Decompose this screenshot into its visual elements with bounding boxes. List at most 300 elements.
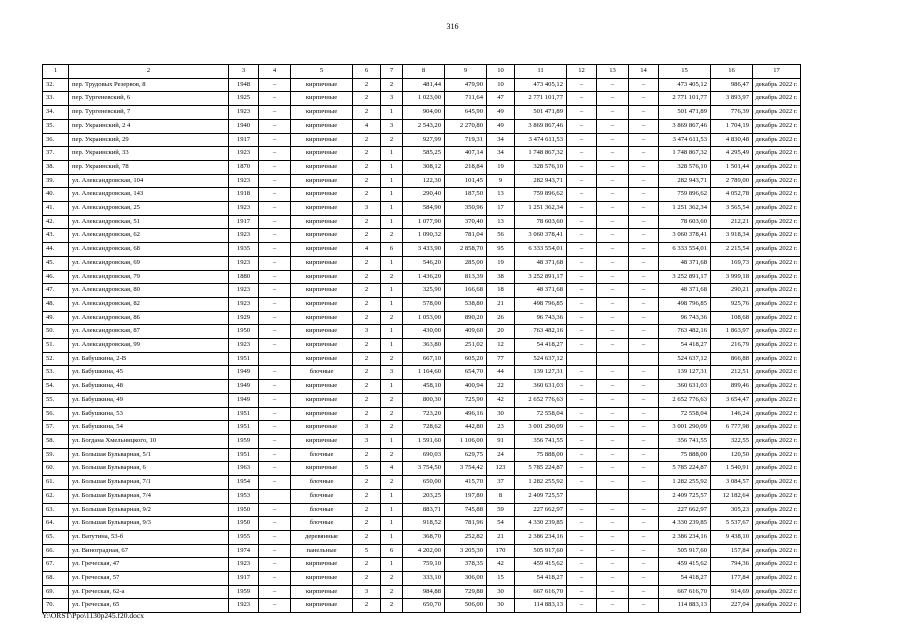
table-cell: 56 <box>487 229 515 243</box>
table-cell: 1917 <box>229 133 259 147</box>
table-cell: пер. Трудовых Резервов, 8 <box>69 78 229 92</box>
table-cell: 114 883,13 <box>659 599 711 613</box>
table-cell: пер. Украинский, 33 <box>69 147 229 161</box>
header-cell: 3 <box>229 65 259 79</box>
table-cell: кирпичные <box>291 270 353 284</box>
table-cell: 13 <box>487 215 515 229</box>
table-cell: 5 785 224,87 <box>659 462 711 476</box>
table-cell: 20 <box>487 325 515 339</box>
table-cell: 3 869 867,46 <box>515 119 567 133</box>
table-cell: – <box>567 174 597 188</box>
table-cell: 2 <box>353 572 381 586</box>
table-cell: 2 <box>353 147 381 161</box>
table-cell: – <box>567 599 597 613</box>
table-cell: – <box>567 284 597 298</box>
table-cell: 1950 <box>229 517 259 531</box>
table-cell: декабрь 2022 г. <box>753 243 801 257</box>
table-cell: ул. Александровская, 82 <box>69 297 229 311</box>
table-cell: ул. Александровская, 69 <box>69 256 229 270</box>
table-cell: кирпичные <box>291 352 353 366</box>
table-cell: 15 <box>487 572 515 586</box>
table-cell: 2 <box>381 311 403 325</box>
table-cell: 2 <box>381 78 403 92</box>
table-cell: 866,88 <box>711 352 753 366</box>
table-cell: – <box>629 599 659 613</box>
table-cell: 65. <box>43 530 69 544</box>
table-cell: 187,50 <box>445 188 487 202</box>
table-cell: 538,80 <box>445 297 487 311</box>
header-cell: 2 <box>69 65 229 79</box>
table-cell: 763 482,16 <box>659 325 711 339</box>
table-cell: 32. <box>43 78 69 92</box>
table-cell: 645,90 <box>445 106 487 120</box>
table-cell: 77 <box>487 352 515 366</box>
table-cell: кирпичные <box>291 380 353 394</box>
table-cell: – <box>597 407 629 421</box>
table-cell: – <box>259 434 291 448</box>
table-cell: 34. <box>43 106 69 120</box>
table-cell: декабрь 2022 г. <box>753 106 801 120</box>
table-cell: блочные <box>291 448 353 462</box>
table-cell: – <box>629 476 659 490</box>
table-row <box>43 215 801 229</box>
table-cell: 69. <box>43 585 69 599</box>
table-cell: 34 <box>487 147 515 161</box>
table-cell: ул. Большая Бульварная, 7/4 <box>69 489 229 503</box>
table-cell: 1 <box>381 517 403 531</box>
table-cell: 1 591,60 <box>403 434 445 448</box>
table-cell: 1953 <box>229 489 259 503</box>
table-cell: 1 <box>381 174 403 188</box>
housing-register-table <box>42 64 801 613</box>
table-cell: декабрь 2022 г. <box>753 297 801 311</box>
table-cell: 759 896,62 <box>659 188 711 202</box>
table-cell: – <box>597 448 629 462</box>
table-cell: 2 <box>381 585 403 599</box>
table-cell: декабрь 2022 г. <box>753 325 801 339</box>
table-cell: 3 <box>381 119 403 133</box>
table-cell: – <box>567 229 597 243</box>
table-cell: 2 <box>353 229 381 243</box>
table-cell: – <box>259 325 291 339</box>
table-cell: 3 060 378,41 <box>515 229 567 243</box>
table-cell: – <box>567 311 597 325</box>
table-cell: 95 <box>487 243 515 257</box>
table-cell: кирпичные <box>291 325 353 339</box>
table-cell: 2 789,00 <box>711 174 753 188</box>
table-cell: – <box>597 215 629 229</box>
table-cell <box>629 352 659 366</box>
table-cell: – <box>629 297 659 311</box>
header-cell: 1 <box>43 65 69 79</box>
table-row <box>43 517 801 531</box>
table-cell: кирпичные <box>291 407 353 421</box>
table-cell: – <box>567 380 597 394</box>
table-cell: ул. Большая Бульварная, 9/2 <box>69 503 229 517</box>
table-row <box>43 585 801 599</box>
table-cell: – <box>629 517 659 531</box>
table-cell: 333,10 <box>403 572 445 586</box>
table-cell: 407,14 <box>445 147 487 161</box>
table-cell: – <box>597 202 629 216</box>
table-cell: 2 <box>353 92 381 106</box>
table-cell <box>259 489 291 503</box>
table-cell: 120,50 <box>711 448 753 462</box>
table-cell: 306,00 <box>445 572 487 586</box>
table-cell: 1 <box>381 106 403 120</box>
table-cell: пер. Тургеневский, 7 <box>69 106 229 120</box>
table-cell: – <box>629 339 659 353</box>
table-cell: – <box>567 325 597 339</box>
table-cell: – <box>567 572 597 586</box>
table-cell: – <box>597 503 629 517</box>
table-cell: 2 386 234,16 <box>515 530 567 544</box>
table-cell: 290,40 <box>403 188 445 202</box>
table-cell: 3 <box>353 434 381 448</box>
table-cell: декабрь 2022 г. <box>753 270 801 284</box>
table-cell: – <box>597 297 629 311</box>
table-cell: 3 474 611,53 <box>659 133 711 147</box>
table-cell: 605,20 <box>445 352 487 366</box>
table-cell: 46. <box>43 270 69 284</box>
table-cell: – <box>597 256 629 270</box>
table-cell: 1951 <box>229 448 259 462</box>
table-cell: 252,82 <box>445 530 487 544</box>
table-cell: – <box>567 297 597 311</box>
table-cell: 629,75 <box>445 448 487 462</box>
table-cell: 1923 <box>229 284 259 298</box>
table-cell: – <box>259 215 291 229</box>
table-cell: 59. <box>43 448 69 462</box>
table-cell: 70. <box>43 599 69 613</box>
table-cell: 1 251 362,34 <box>515 202 567 216</box>
table-cell: 1 <box>381 380 403 394</box>
table-cell: 759,10 <box>403 558 445 572</box>
table-cell: кирпичные <box>291 585 353 599</box>
table-row <box>43 503 801 517</box>
table-cell: 101,45 <box>445 174 487 188</box>
table-cell: 8 <box>487 489 515 503</box>
table-cell: – <box>259 407 291 421</box>
table-cell: 2 <box>353 366 381 380</box>
table-cell: ул. Бабушкина, 54 <box>69 421 229 435</box>
table-cell: 1955 <box>229 530 259 544</box>
table-cell: 1 <box>381 489 403 503</box>
table-cell: 2 771 101,77 <box>659 92 711 106</box>
table-cell: кирпичные <box>291 174 353 188</box>
table-cell: 308,12 <box>403 160 445 174</box>
table-cell: декабрь 2022 г. <box>753 119 801 133</box>
table-cell: 5 537,67 <box>711 517 753 531</box>
table-cell: декабрь 2022 г. <box>753 133 801 147</box>
table-cell: 2 858,70 <box>445 243 487 257</box>
table-cell: декабрь 2022 г. <box>753 366 801 380</box>
table-cell: 54 418,27 <box>659 572 711 586</box>
table-cell: – <box>597 476 629 490</box>
table-cell: 360 631,03 <box>659 380 711 394</box>
table-cell: – <box>259 202 291 216</box>
table-cell: кирпичные <box>291 421 353 435</box>
table-cell: 48 371,68 <box>515 256 567 270</box>
table-cell: – <box>567 202 597 216</box>
table-cell: декабрь 2022 г. <box>753 311 801 325</box>
table-cell: 1923 <box>229 106 259 120</box>
table-cell: 43. <box>43 229 69 243</box>
table-cell: – <box>629 215 659 229</box>
table-cell: – <box>567 407 597 421</box>
table-cell: 6 <box>381 544 403 558</box>
table-row <box>43 489 801 503</box>
table-cell: – <box>259 160 291 174</box>
table-cell: 2 543,20 <box>403 119 445 133</box>
table-cell: ул. Александровская, 104 <box>69 174 229 188</box>
table-cell: – <box>629 284 659 298</box>
table-cell: – <box>259 517 291 531</box>
table-cell: – <box>259 599 291 613</box>
table-cell: ул. Александровская, 87 <box>69 325 229 339</box>
table-cell: 227,04 <box>711 599 753 613</box>
table-cell: 984,88 <box>403 585 445 599</box>
table-cell: 169,73 <box>711 256 753 270</box>
table-cell: кирпичные <box>291 133 353 147</box>
table-cell: – <box>259 256 291 270</box>
table-cell: 904,00 <box>403 106 445 120</box>
table-cell: декабрь 2022 г. <box>753 352 801 366</box>
table-cell: – <box>567 544 597 558</box>
table-cell: ул. Бабушкина, 45 <box>69 366 229 380</box>
table-row <box>43 202 801 216</box>
table-cell: 2 270,80 <box>445 119 487 133</box>
table-cell: 2 <box>353 297 381 311</box>
table-cell: ул. Александровская, 99 <box>69 339 229 353</box>
table-cell: ул. Греческая, 62-а <box>69 585 229 599</box>
table-cell: декабрь 2022 г. <box>753 147 801 161</box>
table-cell: – <box>259 572 291 586</box>
table-cell: 1 106,00 <box>445 434 487 448</box>
table-cell: 745,88 <box>445 503 487 517</box>
table-cell: 50. <box>43 325 69 339</box>
table-row <box>43 270 801 284</box>
table-cell: декабрь 2022 г. <box>753 339 801 353</box>
table-cell: 415,70 <box>445 476 487 490</box>
table-cell: пер. Украинский, 2 4 <box>69 119 229 133</box>
table-cell: 52. <box>43 352 69 366</box>
table-cell: – <box>629 188 659 202</box>
table-cell: 1 023,00 <box>403 92 445 106</box>
table-cell: 723,20 <box>403 407 445 421</box>
table-cell: – <box>259 476 291 490</box>
table-cell: – <box>259 503 291 517</box>
table-cell: 54 418,27 <box>659 339 711 353</box>
table-cell: – <box>567 448 597 462</box>
table-cell: 2 215,54 <box>711 243 753 257</box>
table-cell: 170 <box>487 544 515 558</box>
header-cell: 13 <box>597 65 629 79</box>
table-cell: 986,47 <box>711 78 753 92</box>
table-cell: 1923 <box>229 599 259 613</box>
table-cell: ул. Александровская, 62 <box>69 229 229 243</box>
table-cell: – <box>629 174 659 188</box>
table-cell: 5 <box>353 544 381 558</box>
table-cell: 166,68 <box>445 284 487 298</box>
table-cell: 2 <box>353 78 381 92</box>
table-cell: – <box>259 78 291 92</box>
table-cell: 2 <box>381 229 403 243</box>
table-cell: 48 371,68 <box>659 256 711 270</box>
table-cell: декабрь 2022 г. <box>753 284 801 298</box>
table-cell: 24 <box>487 448 515 462</box>
table-cell: 650,70 <box>403 599 445 613</box>
table-cell: – <box>597 133 629 147</box>
table-cell: 157,84 <box>711 544 753 558</box>
table-cell: 2 <box>353 133 381 147</box>
table-cell: – <box>629 160 659 174</box>
table-cell: 363,80 <box>403 339 445 353</box>
table-cell: декабрь 2022 г. <box>753 462 801 476</box>
table-cell: – <box>629 407 659 421</box>
table-cell: – <box>567 92 597 106</box>
table-cell: – <box>629 380 659 394</box>
table-cell: 2 771 101,77 <box>515 92 567 106</box>
table-cell: панельные <box>291 544 353 558</box>
table-cell: 54. <box>43 380 69 394</box>
table-cell: 2 <box>353 599 381 613</box>
table-cell: 1948 <box>229 78 259 92</box>
table-cell: 2 <box>353 530 381 544</box>
table-cell: – <box>597 92 629 106</box>
table-cell: 459 415,62 <box>659 558 711 572</box>
table-cell: 813,39 <box>445 270 487 284</box>
table-cell: 3 <box>353 421 381 435</box>
table-cell: 3 001 290,09 <box>659 421 711 435</box>
table-cell: – <box>597 229 629 243</box>
table-cell: – <box>567 530 597 544</box>
table-cell: 3 654,47 <box>711 393 753 407</box>
table-cell: 4 330 239,85 <box>659 517 711 531</box>
table-cell: – <box>259 92 291 106</box>
table-cell: – <box>629 119 659 133</box>
header-cell: 7 <box>381 65 403 79</box>
table-cell: 146,24 <box>711 407 753 421</box>
table-cell: 96 743,36 <box>659 311 711 325</box>
table-cell: 2 <box>353 489 381 503</box>
table-cell: блочные <box>291 366 353 380</box>
table-cell: – <box>259 393 291 407</box>
header-cell: 8 <box>403 65 445 79</box>
table-cell: декабрь 2022 г. <box>753 188 801 202</box>
table-cell: 585,25 <box>403 147 445 161</box>
table-cell: – <box>259 106 291 120</box>
table-cell: – <box>629 325 659 339</box>
table-cell: – <box>259 585 291 599</box>
table-cell: кирпичные <box>291 284 353 298</box>
table-cell: 2 386 234,16 <box>659 530 711 544</box>
table-cell: 2 <box>353 339 381 353</box>
table-cell: 1 <box>381 434 403 448</box>
table-cell: 30 <box>487 599 515 613</box>
table-cell: кирпичные <box>291 599 353 613</box>
table-cell: 370,40 <box>445 215 487 229</box>
table-cell: 719,31 <box>445 133 487 147</box>
table-cell <box>259 352 291 366</box>
table-cell: 55. <box>43 393 69 407</box>
table-cell: 2 <box>353 380 381 394</box>
table-cell: 30 <box>487 407 515 421</box>
table-cell: 1 <box>381 503 403 517</box>
table-cell: кирпичные <box>291 160 353 174</box>
table-cell: 2 409 725,57 <box>659 489 711 503</box>
table-cell: – <box>567 366 597 380</box>
table-cell: – <box>629 366 659 380</box>
table-cell: – <box>259 243 291 257</box>
table-cell: – <box>259 311 291 325</box>
table-cell: 3 474 611,53 <box>515 133 567 147</box>
table-cell: 498 796,85 <box>659 297 711 311</box>
table-cell: 42 <box>487 558 515 572</box>
table-cell: 5 785 224,87 <box>515 462 567 476</box>
table-cell: 3 754,50 <box>403 462 445 476</box>
table-cell: 481,44 <box>403 78 445 92</box>
table-cell: – <box>629 530 659 544</box>
table-cell: 501 471,89 <box>515 106 567 120</box>
table-cell: 4 <box>353 243 381 257</box>
table-cell: 42. <box>43 215 69 229</box>
table-cell: 350,96 <box>445 202 487 216</box>
table-row <box>43 572 801 586</box>
table-cell: – <box>567 476 597 490</box>
table-row <box>43 311 801 325</box>
table-cell: блочные <box>291 489 353 503</box>
table-cell: 139 127,31 <box>659 366 711 380</box>
table-cell: 2 652 776,63 <box>659 393 711 407</box>
table-cell: 37. <box>43 147 69 161</box>
table-cell: 1949 <box>229 366 259 380</box>
table-cell: декабрь 2022 г. <box>753 572 801 586</box>
table-cell: 108,68 <box>711 311 753 325</box>
table-cell: ул. Бабушкина, 53 <box>69 407 229 421</box>
table-cell: пер. Украинский, 29 <box>69 133 229 147</box>
table-cell: декабрь 2022 г. <box>753 78 801 92</box>
table-cell: 2 <box>381 407 403 421</box>
table-row <box>43 297 801 311</box>
table-cell: 2 <box>353 448 381 462</box>
table-cell: – <box>259 366 291 380</box>
table-cell: кирпичные <box>291 92 353 106</box>
table-cell: 1 251 362,34 <box>659 202 711 216</box>
table-cell: – <box>259 339 291 353</box>
table-cell: 1 090,32 <box>403 229 445 243</box>
table-cell: 1 <box>381 325 403 339</box>
table-cell: 72 558,04 <box>659 407 711 421</box>
table-cell: 479,90 <box>445 78 487 92</box>
table-cell: – <box>567 434 597 448</box>
table-cell: – <box>259 147 291 161</box>
table-cell: кирпичные <box>291 311 353 325</box>
table-cell <box>629 489 659 503</box>
table-cell: ул. Богдана Хмельницкого, 10 <box>69 434 229 448</box>
table-cell: 1951 <box>229 407 259 421</box>
table-cell: 1951 <box>229 421 259 435</box>
table-cell: – <box>567 270 597 284</box>
table-cell: – <box>259 297 291 311</box>
table-cell: 12 <box>487 339 515 353</box>
table-cell: – <box>597 544 629 558</box>
table-cell: 1923 <box>229 256 259 270</box>
table-cell: – <box>259 174 291 188</box>
table-cell: 2 <box>353 284 381 298</box>
table-cell: – <box>259 188 291 202</box>
table-cell: 18 <box>487 284 515 298</box>
